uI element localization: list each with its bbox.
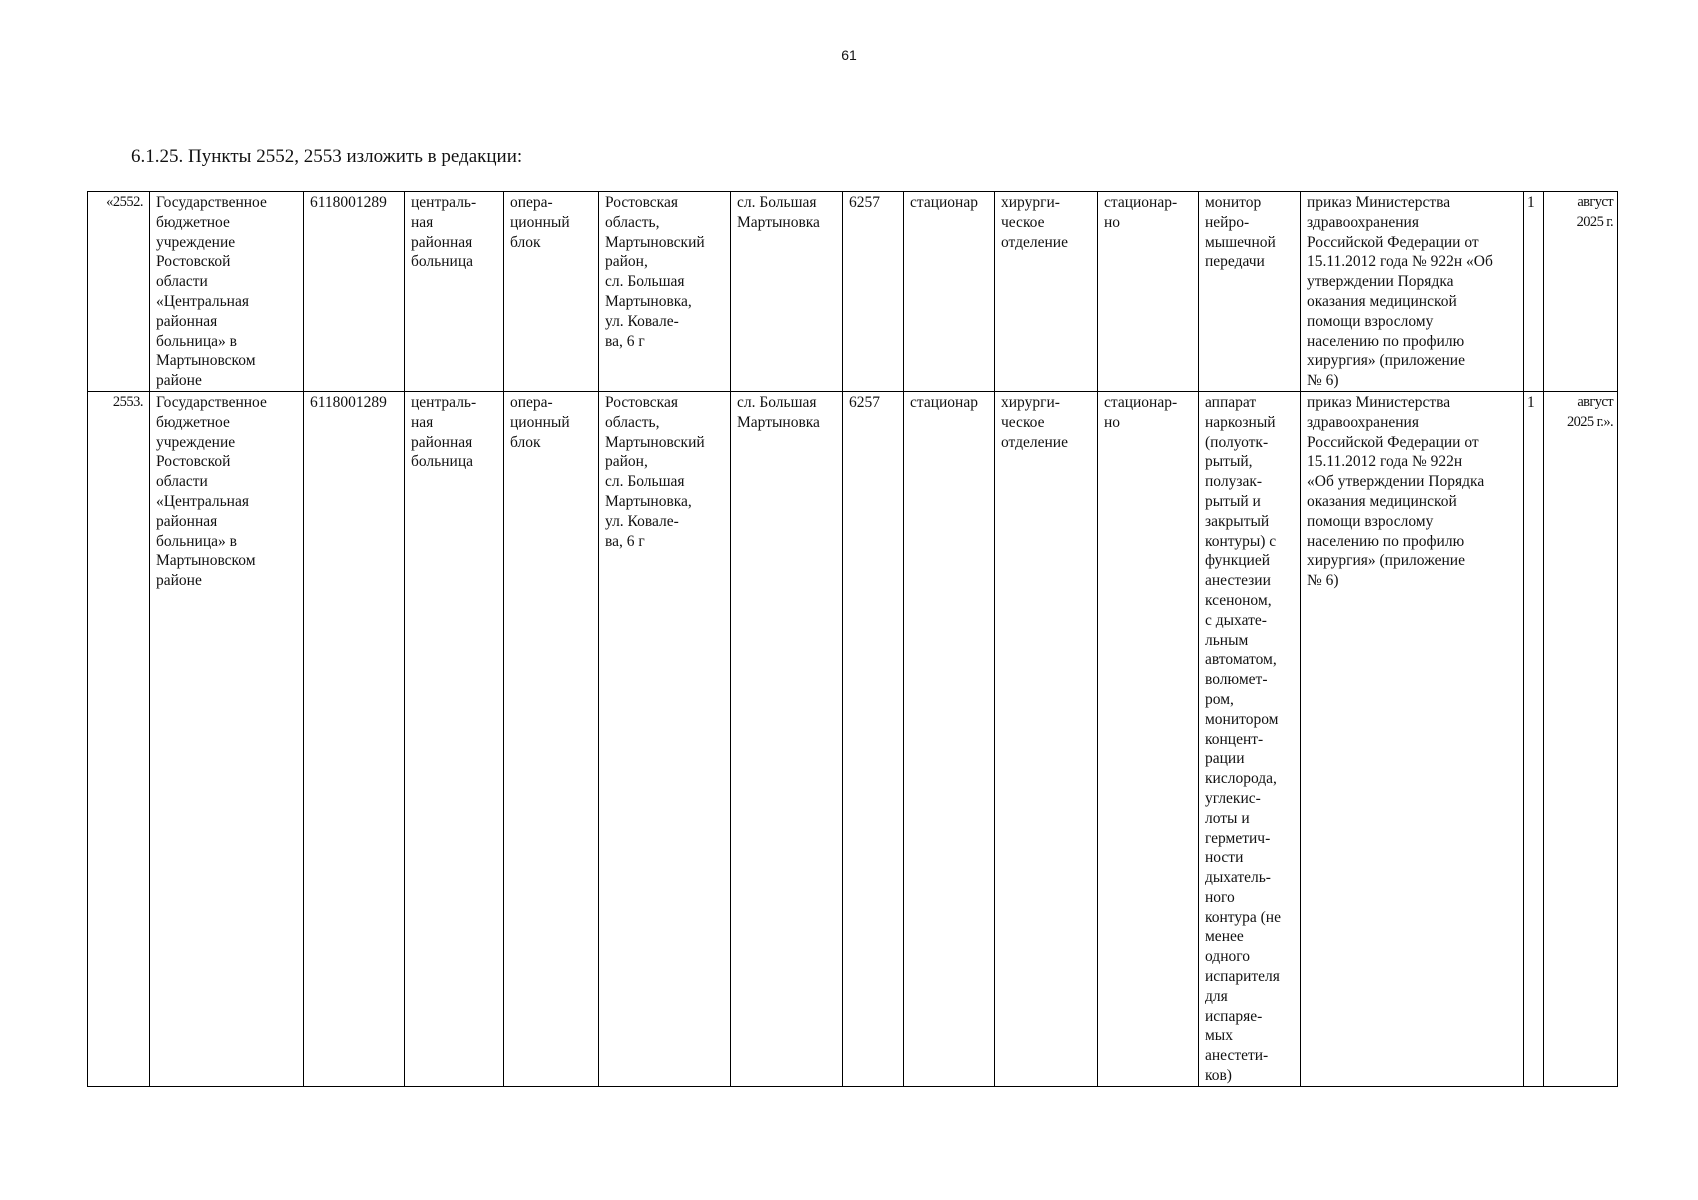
unit-name: опера- ционный блок — [504, 192, 599, 392]
section-heading: 6.1.25. Пункты 2552, 2553 изложить в редакции: — [131, 146, 523, 167]
equipment-table — [87, 191, 1618, 1087]
equipment: аппарат наркозный (полуотк- рытый, полузак- рытый и закрытый контуры) с функцией анестезии ксеноном, с дыхате- льным автоматом, волюмет- ром, монитором концент- рации кислорода, углекис- лоты и герметич- ности дыхатель- ного контура (не менее одного испарителя для испаряе- мых анестети- ков) — [1199, 391, 1301, 1086]
care-condition: стационар — [904, 192, 995, 392]
table-row — [88, 391, 1618, 1086]
regulation: приказ Министерства здравоохранения Российской Федерации от 15.11.2012 года № 922н «Об утверждении Порядка оказания медицинской помощи взрослому населению по профилю хирургия» (приложение № 6) — [1301, 192, 1524, 392]
inn-code: 6118001289 — [304, 391, 405, 1086]
deadline: август 2025 г.». — [1544, 391, 1618, 1086]
care-form: стационар- но — [1098, 192, 1199, 392]
locality: сл. Большая Мартыновка — [731, 192, 843, 392]
unit-name: опера- ционный блок — [504, 391, 599, 1086]
code: 6257 — [843, 192, 904, 392]
equipment: монитор нейро- мышечной передачи — [1199, 192, 1301, 392]
quantity: 1 — [1524, 192, 1544, 392]
table-row — [88, 192, 1618, 392]
hospital-type: централь- ная районная больница — [405, 192, 504, 392]
department: хирурги- ческое отделение — [995, 192, 1098, 392]
care-condition: стационар — [904, 391, 995, 1086]
department: хирурги- ческое отделение — [995, 391, 1098, 1086]
locality: сл. Большая Мартыновка — [731, 391, 843, 1086]
care-form: стационар- но — [1098, 391, 1199, 1086]
institution-name: Государственное бюджетное учреждение Ростовской области «Центральная районная больница» в Мартыновском районе — [150, 391, 304, 1086]
inn-code: 6118001289 — [304, 192, 405, 392]
hospital-type: централь- ная районная больница — [405, 391, 504, 1086]
code: 6257 — [843, 391, 904, 1086]
institution-name: Государственное бюджетное учреждение Ростовской области «Центральная районная больница» в Мартыновском районе — [150, 192, 304, 392]
address: Ростовская область, Мартыновский район, сл. Большая Мартыновка, ул. Ковале- ва, 6 г — [599, 391, 731, 1086]
deadline: август 2025 г. — [1544, 192, 1618, 392]
page-number: 61 — [841, 47, 857, 63]
item-number: 2553. — [88, 391, 150, 1086]
quantity: 1 — [1524, 391, 1544, 1086]
item-number: «2552. — [88, 192, 150, 392]
regulation: приказ Министерства здравоохранения Российской Федерации от 15.11.2012 года № 922н «Об утверждении Порядка оказания медицинской помощи взрослому населению по профилю хирургия» (приложение № 6) — [1301, 391, 1524, 1086]
address: Ростовская область, Мартыновский район, сл. Большая Мартыновка, ул. Ковале- ва, 6 г — [599, 192, 731, 392]
